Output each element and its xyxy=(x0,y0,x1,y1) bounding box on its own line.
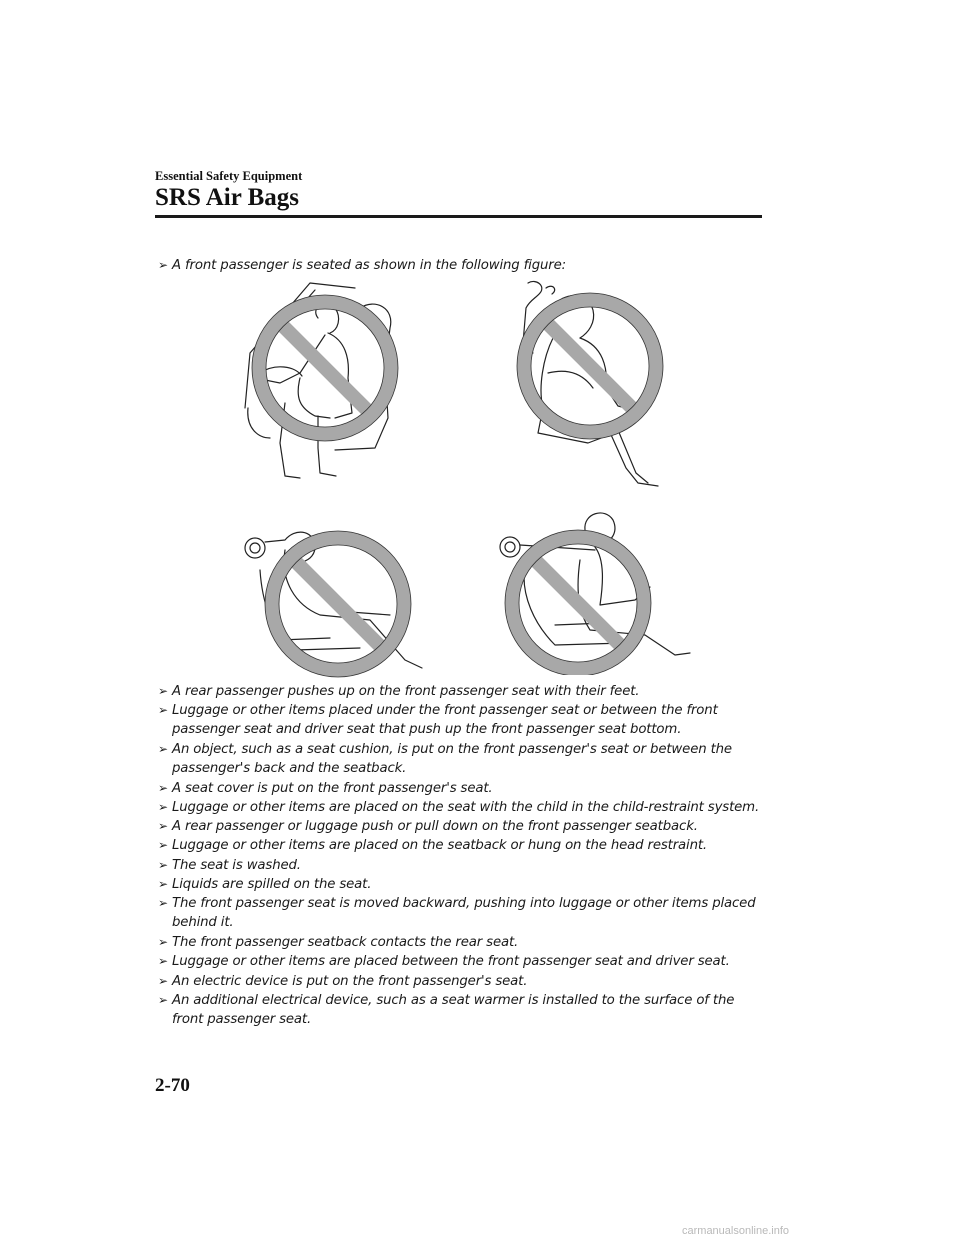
prohibited-sign-icon xyxy=(517,293,663,439)
bullet-text: A rear passenger or luggage push or pull down on the front passenger seatback. xyxy=(172,819,698,834)
arrow-bullet-icon: ➢ xyxy=(158,896,168,910)
bullet-item xyxy=(158,972,768,991)
bullet-text: An additional electrical device, such as a seat warmer is installed to the surface of the front passenger seat. xyxy=(172,993,735,1027)
bullet-item xyxy=(158,875,768,894)
page-number: 2-70 xyxy=(155,1075,190,1096)
intro-bullet-text: A front passenger is seated as shown in the following figure: xyxy=(172,258,566,273)
arrow-bullet-icon: ➢ xyxy=(158,954,168,968)
arrow-bullet-icon: ➢ xyxy=(158,935,168,949)
bullet-text: Luggage or other items are placed between the front passenger seat and driver seat. xyxy=(172,954,730,969)
bullet-item xyxy=(158,779,768,798)
bullet-text: A seat cover is put on the front passenger's seat. xyxy=(172,781,493,796)
bullet-item xyxy=(158,836,768,855)
bullet-text: The seat is washed. xyxy=(172,858,301,873)
bullet-item xyxy=(158,894,768,932)
bullet-item xyxy=(158,952,768,971)
bullet-text: Luggage or other items placed under the front passenger seat or between the front passenger seat and driver seat that push up the front passenger seat bottom. xyxy=(172,703,718,737)
bullet-text: An electric device is put on the front passenger's seat. xyxy=(172,974,528,989)
section-label: Essential Safety Equipment xyxy=(155,169,303,183)
arrow-bullet-icon: ➢ xyxy=(158,800,168,814)
arrow-bullet-icon: ➢ xyxy=(158,258,168,272)
bullet-text: An object, such as a seat cushion, is put on the front passenger's seat or between the passenger's back and the seatback. xyxy=(172,742,732,776)
bullet-text: Luggage or other items are placed on the seat with the child in the child-restraint system. xyxy=(172,800,760,815)
bullet-item xyxy=(158,933,768,952)
figure-passenger-arm-raised xyxy=(508,278,683,498)
figure-passenger-arms-forward xyxy=(495,505,695,675)
arrow-bullet-icon: ➢ xyxy=(158,877,168,891)
arrow-bullet-icon: ➢ xyxy=(158,742,168,756)
bullet-item xyxy=(158,701,768,739)
bullet-text: The front passenger seatback contacts the rear seat. xyxy=(172,935,519,950)
bullet-item xyxy=(158,856,768,875)
bullet-text: A rear passenger pushes up on the front passenger seat with their feet. xyxy=(172,684,640,699)
arrow-bullet-icon: ➢ xyxy=(158,974,168,988)
bullet-text: Liquids are spilled on the seat. xyxy=(172,877,372,892)
prohibited-sign-icon xyxy=(265,531,411,677)
arrow-bullet-icon: ➢ xyxy=(158,858,168,872)
page-title: SRS Air Bags xyxy=(155,184,300,211)
arrow-bullet-icon: ➢ xyxy=(158,993,168,1007)
bullet-item xyxy=(158,682,768,701)
bullet-item xyxy=(158,798,768,817)
figure-passenger-reclined xyxy=(240,520,430,680)
prohibited-sign-icon xyxy=(505,530,651,675)
prohibited-sign-icon xyxy=(252,295,398,441)
arrow-bullet-icon: ➢ xyxy=(158,819,168,833)
watermark: carmanualsonline.info xyxy=(682,1225,790,1237)
arrow-bullet-icon: ➢ xyxy=(158,781,168,795)
bullet-item xyxy=(158,991,768,1029)
arrow-bullet-icon: ➢ xyxy=(158,684,168,698)
bullet-text: The front passenger seat is moved backward, pushing into luggage or other items placed behind it. xyxy=(172,896,756,930)
figure-passenger-leaning-forward xyxy=(240,278,415,493)
arrow-bullet-icon: ➢ xyxy=(158,838,168,852)
bullet-item xyxy=(158,740,768,778)
title-rule xyxy=(155,215,762,218)
bullet-item xyxy=(158,817,768,836)
intro-bullet xyxy=(158,256,768,275)
arrow-bullet-icon: ➢ xyxy=(158,703,168,717)
bullet-text: Luggage or other items are placed on the seatback or hung on the head restraint. xyxy=(172,838,707,853)
